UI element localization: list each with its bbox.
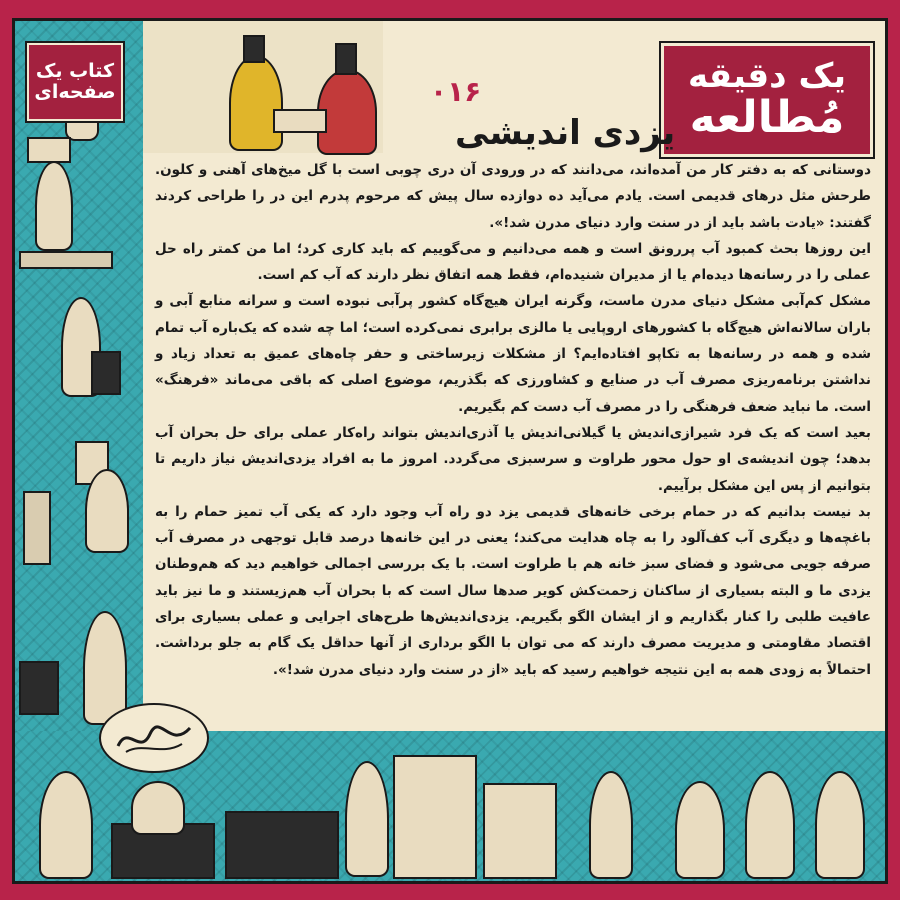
signature-stamp-icon bbox=[99, 703, 209, 773]
signature-mark bbox=[112, 716, 196, 760]
figure-illustration bbox=[39, 771, 93, 879]
post-illustration bbox=[23, 491, 51, 565]
figure-illustration bbox=[27, 137, 71, 163]
figure-illustration bbox=[589, 771, 633, 879]
press-illustration bbox=[273, 109, 327, 133]
stair-illustration bbox=[19, 251, 113, 269]
figure-illustration bbox=[345, 761, 389, 877]
figure-illustration bbox=[229, 55, 283, 151]
issue-number: ۰۱۶ bbox=[430, 75, 482, 108]
article-paragraph: مشکل کم‌آبی مشکل دنیای مدرن ماست، وگرنه ایران هیچ‌گاه کشور پرآبی نبوده است و سرانه منابع آبی و باران سالانه‌اش هیچ‌گاه با کشورهای اروپایی یا مالزی برابری نمی‌کرده است؛ اما چه شده که یک‌باره آب تمام شده و همه در رسانه‌ها به تکاپو افتاده‌ایم؟ از مشکلات زیرساختی و حفر چاه‌های عمیق به تعداد زیاد و نداشتن برنامه‌ریزی مصرف آب در صنایع و کشاورزی که بگذریم، موضوع اصلی که باقی می‌ماند «فرهنگ» است. ما نباید ضعف فرهنگی را در مصرف آب دست کم بگیریم. bbox=[155, 293, 871, 415]
article-paragraph: بد نیست بدانیم که در حمام برخی خانه‌های قدیمی یزد دو راه آب وجود دارد که یکی آب تمیز حمام را به باغچه‌ها و دیگری آب کف‌آلود را به چاه هدایت می‌کند؛ یعنی در این خانه‌ها درصد قابل توجهی در مصرف آب صرفه جویی می‌شود و فضای سبز خانه هم با طراوت است. با یک بررسی اجمالی خواهیم دید که هم‌وطنان یزدی ما و البته بسیاری از ساکنان زحمت‌کش کویر صدها سال است که با بحران آب هم‌زیستند و ما نیز باید عافیت طلبی را کنار بگذاریم و از ایشان الگو بگیریم. یزدی‌اندیش‌ها طرح‌های اجرایی و عملی بسیاری برای اقتصاد مقاومتی و مدیریت مصرف دارند که می توان با الگو برداری از آنها حداقل یک گام به جلو برداشت. احتمالاً به زودی همه به این نتیجه خواهیم رسید که باید «از در سنت وارد دنیای مدرن شد!». bbox=[155, 503, 871, 678]
figure-illustration bbox=[131, 781, 185, 835]
one-minute-study-badge bbox=[661, 43, 873, 157]
article-paragraph: این روزها بحث کمبود آب پررونق است و همه می‌دانیم و می‌گوییم که باید کاری کرد؛ اما من کمتر راه حل عملی را در رسانه‌ها دیده‌ام یا از مدیران شنیده‌ام، فقط همه اتفاق نظر دارند که آب کم است. bbox=[155, 240, 871, 284]
figure-illustration bbox=[815, 771, 865, 879]
bookstack-illustration bbox=[483, 783, 557, 879]
article-body bbox=[155, 157, 871, 737]
figure-illustration bbox=[745, 771, 795, 879]
page-title: یزدی اندیشی bbox=[455, 113, 676, 153]
book-badge-line1: کتاب یک bbox=[35, 60, 115, 83]
figure-illustration bbox=[83, 611, 127, 725]
article-paragraph: بعید است که یک فرد شیرازی‌اندیش یا گیلانی‌اندیش یا آذری‌اندیش بتواند راه‌کار عملی برای حل بحران آب بدهد؛ چون اندیشه‌ی او حول محور طراوت و سرسبزی می‌گردد. امروز ما به افراد یزدی‌اندیش نیاز داریم تا بتوانیم از پس این مشکل برآییم. bbox=[155, 424, 871, 494]
hat-illustration bbox=[243, 35, 265, 63]
book-badge bbox=[27, 43, 123, 121]
book-badge-line2: صفحه‌ای bbox=[34, 81, 116, 103]
pots-illustration bbox=[225, 811, 339, 879]
article-paragraph: دوستانی که به دفتر کار من آمده‌اند، می‌دانند که در ورودی آن دری چوبی است با گل میخ‌های آهنی و کلون. طرحش مثل درهای قدیمی است. یادم می‌آید ده دوازده سال پیش که مرحوم پدرم این در را طراحی کردند گفتند: «یادت باشد باید از در سنت وارد دنیای مدرن شد!». bbox=[155, 162, 871, 231]
press-illustration bbox=[393, 755, 477, 879]
top-illustration bbox=[143, 21, 383, 153]
hat-illustration bbox=[335, 43, 357, 75]
figure-illustration bbox=[35, 161, 73, 251]
study-badge-line2: مُطالعه bbox=[689, 91, 845, 143]
figure-illustration bbox=[675, 781, 725, 879]
figure-illustration bbox=[85, 469, 129, 553]
figure-illustration bbox=[91, 351, 121, 395]
page-frame bbox=[12, 18, 888, 884]
study-badge-line1: یک دقیقه bbox=[687, 56, 847, 97]
pot-illustration bbox=[19, 661, 59, 715]
